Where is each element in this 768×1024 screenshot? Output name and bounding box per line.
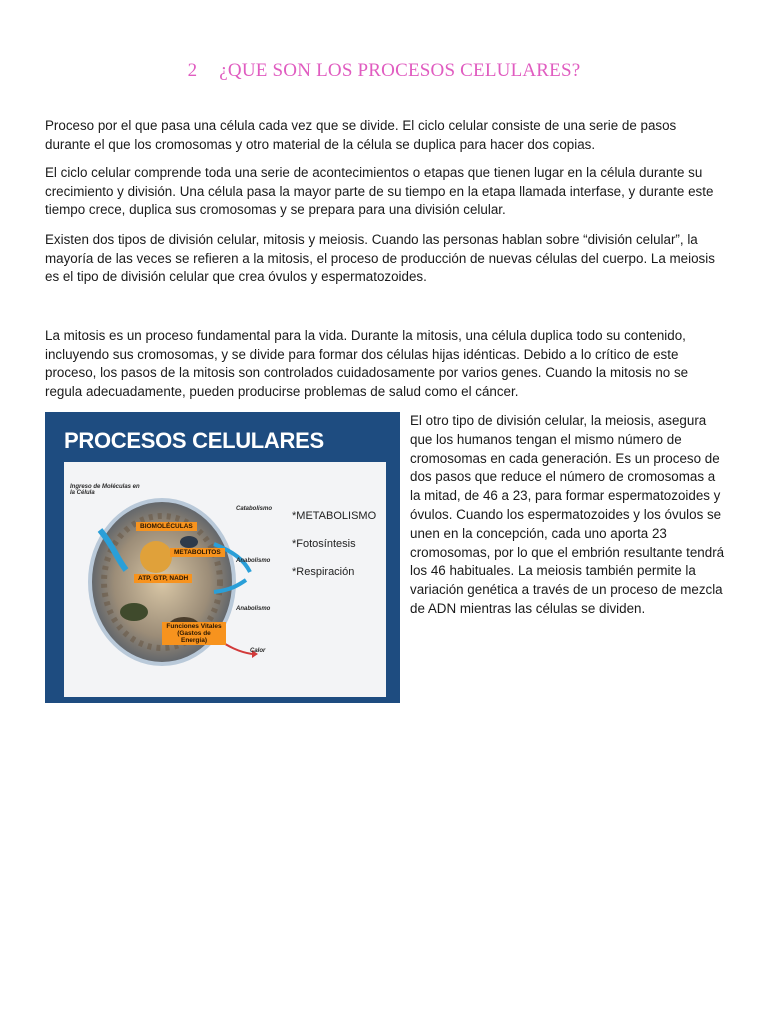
- figure-list: [292, 502, 376, 586]
- section-heading: [0, 60, 768, 82]
- box-metabolitos: METABOLITOS: [170, 548, 225, 557]
- figure-panel: [64, 462, 386, 697]
- figure-list-item-2: *Fotosíntesis: [292, 538, 356, 550]
- figure-list-item-1: *METABOLISMO: [292, 510, 377, 522]
- label-anabolismo-1: Anabolismo: [236, 558, 271, 564]
- label-catabolismo: Catabolismo: [236, 506, 273, 512]
- paragraph-1: Proceso por el que pasa una célula cada vez que se divide. El ciclo celular consiste de una serie de pasos durante el que los cromosomas y otro material de la célula se duplica para hacer dos copias.: [45, 118, 677, 152]
- box-atp: ATP, GTP, NADH: [134, 574, 192, 583]
- paragraph-5: El otro tipo de división celular, la meiosis, asegura que los humanos tengan el mismo número de cromosomas en cada generación. Es un proceso de dos pasos que reduce el número de cromosomas a la mitad, de 46 a 23, para formar espermatozoides y óvulos. Cuando los espermatozoides y los óvulos se unen en la concepción, cada uno aporta 23 cromosomas, por lo que el embrión resultante tendrá los 46 habituales. La meiosis también permite la variación genética a través de un proceso de mezcla de ADN mientras las células se dividen.: [410, 413, 725, 616]
- section-number: 2: [187, 60, 198, 81]
- box-biomoleculas: BIOMOLÉCULAS: [136, 522, 197, 531]
- figure-list-item-3: *Respiración: [292, 566, 355, 578]
- paragraph-3: Existen dos tipos de división celular, mitosis y meiosis. Cuando las personas hablan sobre “división celular”, la mayoría de las veces se refieren a la mitosis, el proceso de producción de nuevas células del cuerpo. La meiosis es el tipo de división celular que crea óvulos y espermatozoides.: [45, 232, 715, 285]
- box-funciones-vitales: Funciones Vitales (Gastos de Energía): [162, 622, 226, 645]
- nucleus: [140, 541, 172, 573]
- label-anabolismo-2: Anabolismo: [236, 606, 271, 612]
- cell-process-figure: [45, 412, 400, 703]
- section-title: ¿QUE SON LOS PROCESOS CELULARES?: [219, 60, 581, 81]
- figure-title: PROCESOS CELULARES: [64, 428, 324, 453]
- paragraph-2: El ciclo celular comprende toda una serie de acontecimientos o etapas que tienen lugar en la célula durante su crecimiento y división. Una célula pasa la mayor parte de su tiempo en la etapa llamada interfase, y durante este tiempo crece, duplica sus cromosomas y se prepara para una división celular.: [45, 165, 714, 218]
- label-calor: Calor: [250, 648, 266, 654]
- label-ingreso: Ingreso de Moléculas en la Célula: [70, 484, 140, 496]
- paragraph-4: La mitosis es un proceso fundamental para la vida. Durante la mitosis, una célula duplica todo su contenido, incluyendo sus cromosomas, y se divide para formar dos células hijas idénticas. Debido a lo crítico de este proceso, los pasos de la mitosis son controlados cuidadosamente por varios genes. Cuando la mitosis no se regula adecuadamente, pueden producirse problemas de salud como el cáncer.: [45, 328, 689, 399]
